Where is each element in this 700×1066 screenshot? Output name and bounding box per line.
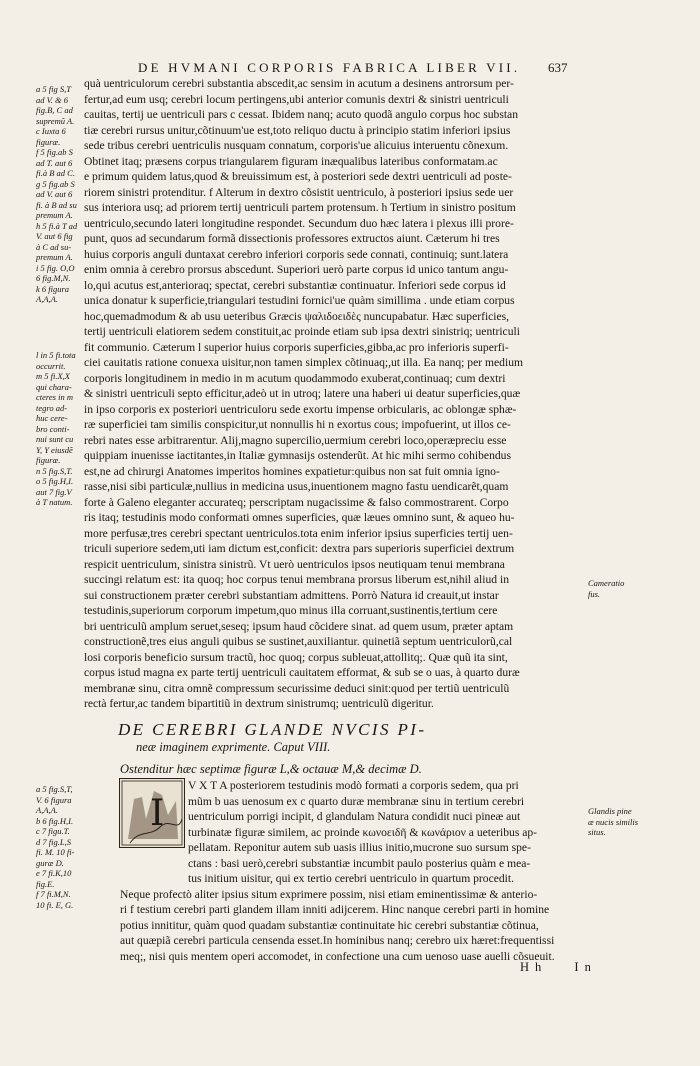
margin-note: fig.E. (36, 878, 55, 889)
margin-note: fus. (588, 588, 601, 599)
margin-note: à T natum. (36, 497, 73, 507)
text-line: rectà fertur,ac tandem bipartitiũ in dextrum sinistrumq; uentriculũ digeritur. (84, 697, 434, 710)
text-line: ris itaq; testudinis modo conformati omnes superficies, quæ læues omnino sunt, & aqueo hu- (84, 511, 515, 524)
text-line: meq;, nisi quis mentem operi accomodet, in confectione una cum uenoso uase auelli cõsueuit. (120, 949, 555, 963)
text-line: sede tribus cerebri uentriculis nusquam connatum, corporis'ue alicuius interuentu cõnexum. (84, 139, 509, 152)
margin-note: g 5 fig.ab S (36, 178, 75, 189)
margin-note: situs. (588, 827, 606, 837)
text-line: more perfusæ,tres cerebri spectant uentriculos.tota enim inferior ipsius superficies tertij uen- (84, 526, 513, 540)
margin-note: fi.à B ad C. (36, 168, 75, 178)
signature-mark: Hh (520, 960, 548, 974)
text-line: in ipso corporis ex posteriori uentriculoru sede exortu impense orbicularis, ac oblongæ sphæ- (84, 402, 517, 416)
margin-note: fi. à B ad su (36, 199, 77, 210)
margin-note: nui sunt cu (36, 434, 74, 444)
margin-note: a 5 fig S,T (36, 84, 71, 94)
page-footer (520, 960, 600, 975)
margin-note: c Iuxta 6 (36, 126, 66, 136)
text-line: fit communio. Cæterum l superior huius corporis superficies,gibba,ac pro inferioris superfi- (84, 340, 509, 354)
margin-note: figuræ. (36, 455, 61, 465)
margin-note: m 5 fi.X,X (36, 371, 70, 381)
margin-note: bro conti- (36, 423, 70, 434)
text-line: V X T A posteriorem testudinis modò formati a corporis sedem, qua pri (188, 779, 519, 792)
margin-note: f 5 fig.ab S (36, 147, 73, 157)
margin-note: V. 6 figura (36, 794, 72, 805)
margin-note: a 5 fig.S,T, (36, 784, 73, 794)
chapter-subtitle: neæ imaginem exprimente. Caput VIII. (136, 740, 331, 754)
text-line: testudinis,superiorum corporum impetum,quo minus illa corruant,sustinentis,tertium cere (84, 604, 498, 617)
text-line: huius corporis anguli duntaxat cerebro inferiori corporis sede connati, continuiq; sunt.latera (84, 247, 509, 261)
margin-note: Y, Y eiusdẽ (36, 444, 73, 455)
text-line: uentriculo,secundo lateri longitudine respondet. Secundum duo hæc latera i plexus illi prore- (84, 216, 514, 230)
running-head: DE HVMANI CORPORIS FABRICA LIBER VII. (138, 60, 521, 75)
margin-note: o 5 fig.H,I. (36, 476, 74, 486)
text-line: punt, quos ad secundarum formã dissectionis professores extructos aiunt. Cæterum hi tres (84, 232, 500, 245)
text-line: bri uentriculũ amplum seruet,seseq; ipsum haud cõcidere sinat. ad quem usum, præter aptam (84, 619, 514, 633)
decorated-initial-illustration (119, 778, 185, 848)
left-margin-notes-middle (36, 350, 82, 508)
margin-note: A,A,A. (36, 294, 58, 304)
margin-note: premum A. (36, 252, 73, 262)
text-line: corporis longitudinem in medio in m acutum quodammodo exuberat,continuaq; cum dextri (84, 371, 506, 385)
margin-note: Cameratio (588, 578, 625, 588)
margin-note: d 7 fig.L,S (36, 836, 71, 847)
text-line: membranæ sinu, citra omnẽ compressum securissime deduci sinit:quod per tertiũ uentriculũ (84, 681, 510, 695)
margin-note: ad V. aut 6 (36, 189, 73, 199)
text-line: pellatam. Reponitur autem sub uasis illius initio,mucrone suo sursum spe- (188, 841, 531, 854)
margin-note: fi. M. 10 fi- (36, 847, 75, 857)
text-line: ræ superficiei tam similis conspicitur,ut nonnullis hi n exortus cous; impofuerint, ut illos ce- (84, 418, 511, 431)
margin-note: e 7 fi.K,10 (36, 868, 72, 878)
margin-note: ad V. & 6 (36, 94, 68, 105)
main-body-text (84, 76, 584, 712)
text-line: ciei cauitatis ratione conuexa uisitur,non tamen simplex cõtinuaq;,ut illa. Ea nanq; per medium (84, 356, 524, 369)
text-line: fertur,ad eum usq; cerebri locum pertingens,ubi anterior comunis dextri & sinistri uentriculi (84, 92, 509, 106)
catchword: In (574, 960, 597, 974)
text-line: est,ne ad chirurgi Anatomes imperitos homines expatietur:quibus non sat fuit omnia igno- (84, 464, 500, 478)
text-line: quà uentriculorum cerebri substantia abscedit,ac sensim in acutum a desinens antrorsum per- (84, 77, 514, 90)
margin-note: Glandis pine (588, 806, 632, 816)
text-line: unica donatur k superficie,triangulari testudini fornici'ue quàm simillima . unde etiam corpus (84, 294, 515, 307)
text-line: sus interiora usq; ad priorem tertij uentriculi partem protensum. h Tertium in sinistro positum (84, 201, 516, 214)
text-line: turbinatæ figuræ similem, ac proinde κωνοειδῆ & κωνάριον a ueteribus ap- (188, 825, 538, 839)
text-line: lo,qui acutus est,anterioraq; spectat, cerebri substantiæ continuatur. Inferiori sede corpus id (84, 278, 506, 292)
margin-note: tegro ad- (36, 402, 68, 413)
left-margin-notes-bottom (36, 784, 82, 910)
indented-text-block (188, 778, 582, 887)
page-number: 637 (548, 60, 568, 75)
text-line: & sinistri uentriculi septo efficitur,adeò ut in utroq; latere una haberi ui deatur superficies,quæ (84, 387, 521, 400)
margin-note: l in 5 fi.tota (36, 350, 76, 360)
margin-note: c 7 figu.T. (36, 826, 70, 836)
right-margin-note-gland (588, 806, 650, 838)
text-line: forte à Galeno eleganter accurateq; perscriptam nugacissime & falso commostrarent. Corpo (84, 495, 509, 509)
chapter-title: DE CEREBRI GLANDE NVCIS PI- (118, 720, 427, 739)
svg-text:I: I (150, 793, 165, 834)
text-line: mũm b uas uenosum ex c quarto duræ membranæ sinu in tertium cerebri (188, 794, 525, 808)
text-line: tertij uentriculi elatiorem sedem constituit,ac proinde etiam sub ipsa dextri sinistriq; uentriculi (84, 325, 520, 338)
margin-note: aut 7 fig.V (36, 486, 72, 497)
margin-note: 6 fig.M,N. (36, 273, 71, 283)
text-line: uentriculum porrigi incipit, d glandulam Natura condidit nuci pineæ aut (188, 810, 521, 823)
text-line: ri f testium cerebri parti glandem illam inniti adijcerem. Hinc nanque cerebri parti in homine (120, 903, 550, 916)
text-line: tus initium uisitur, qui ex tertio cerebri uentriculo in quartum procedit. (188, 872, 515, 885)
text-line: constructionẽ,tres eius anguli quibus se sustinet,auxiliantur. quinetiã septum uentriculorũ,cal (84, 635, 513, 648)
margin-note: figuræ. (36, 136, 61, 147)
margin-note: ad T. aut 6 (36, 157, 73, 168)
text-line: respicit uentriculum, sinistra sinistrũ. Vt uerò uentriculos ipsos neutiquam tenui membrana (84, 557, 505, 571)
margin-note: cteres in m (36, 392, 73, 402)
margin-note: occurrit. (36, 360, 66, 371)
text-line: corpus istud magna ex parte tertij uentriculi cauitatem efformat, & sub se o uas, à quarto duræ (84, 666, 520, 679)
margin-note: qui chara- (36, 381, 72, 392)
chapter-caption: Ostenditur hæc septimæ figuræ L,& octauæ M,& decimæ D. (120, 762, 422, 776)
text-line: tiæ cerebri rursus unitur,cõtinuum'ue est,toto reliquo ductu à principio statim inferiori ipsius (84, 123, 511, 137)
margin-note: f 7 fi.M,N. (36, 889, 71, 899)
margin-note: i 5 fig. O,O (36, 262, 75, 273)
margin-note: supremũ A. (36, 115, 75, 126)
margin-note: h 5 fi.à T ad (36, 220, 78, 231)
text-line: aut quæpiã cerebri particula censenda esset.In hominibus nanq; cerebro uix hæret:frequentissi (120, 934, 555, 947)
margin-note: fig.B, C ad (36, 105, 73, 115)
text-line: potius innititur, quàm quod quadam substantiæ continuitate hic cerebri substantiæ cõtinua, (120, 918, 539, 932)
chapter-body-text (120, 778, 582, 964)
text-line: Obtinet itaq; præsens corpus triangularem figuram inæqualibus lateribus conformatam.ac (84, 154, 498, 168)
margin-note: à C ad su- (36, 241, 72, 252)
text-line: succingi relatum est: ita quoq; hoc corpus tenui membrana prorsus liberum est,nihil aliud in (84, 573, 510, 586)
margin-note: A,A,A. (36, 805, 58, 815)
text-line: sui constructionem præter cerebri substantiam admittens. Porrò Natura id creauit,ut instar (84, 588, 499, 602)
text-line: enim omnia à cerebro prorsus abscedunt. Superiori uerò parte corpus id unico tantum angu- (84, 263, 509, 276)
margin-note: premum A. (36, 210, 73, 220)
right-margin-note-camera (588, 578, 650, 599)
text-line: cauitas, tertij ue uentriculi pars c cessat. Ibidem nanq; acuto quodã angulo corpus hoc substan (84, 108, 518, 121)
text-line: quippiam inuenisse iactitantes,in Italiæ gymnasijs ostenderũt. At hic mihi sermo cohibendus (84, 449, 511, 462)
text-line: hoc,quemadmodum & ab usu ueteribus Græcis ψαλιδοειδὲς nuncupabatur. Hæc superficies, (84, 309, 510, 323)
margin-note: guræ D. (36, 857, 64, 868)
text-line: riorem sinistri protenditur. f Alterum in dextro cõsistit uentriculo, à posteriori ipsius sede uer (84, 185, 514, 199)
text-line: e primum quidem latus,quod & breuissimum est, à posteriori sede dextri uentriculi ad poste- (84, 170, 512, 183)
text-line: ctans : basi uerò,cerebri substantiæ incumbit paulo posterius quàm e mea- (188, 856, 531, 870)
margin-note: 10 fi. E, G. (36, 899, 74, 910)
margin-note: V. aut 6 fig (36, 231, 73, 241)
margin-note: b 6 fig.H,I. (36, 815, 74, 826)
margin-note: k 6 figura (36, 283, 70, 294)
left-margin-notes-top (36, 84, 82, 305)
text-line: Neque profectò aliter ipsius situm exprimere possim, nisi etiam eminentissimæ & anterio- (120, 887, 538, 901)
margin-note: æ nucis similis (588, 816, 639, 827)
text-line: rasse,nisi sibi particulæ,nullius in medicina usus,inuentionem magno fastu uendicarẽt,quam (84, 480, 509, 493)
text-line: losi corporis beneficio sursum tractũ, hoc quoq; corpus subleuat,attollitq;. Quæ quũ ita sint, (84, 650, 508, 664)
text-line: triculi superiore sedem,uti iam dictum est,conficit: dextra pars superioris superficiei dextrum (84, 542, 515, 555)
text-line: rebri nates esse arbitrarentur. Alij,magno supercilio,uermium cerebri loco,operæpreciu esse (84, 433, 507, 447)
margin-note: huc cere- (36, 413, 68, 423)
margin-note: n 5 fig.S,T. (36, 465, 73, 476)
